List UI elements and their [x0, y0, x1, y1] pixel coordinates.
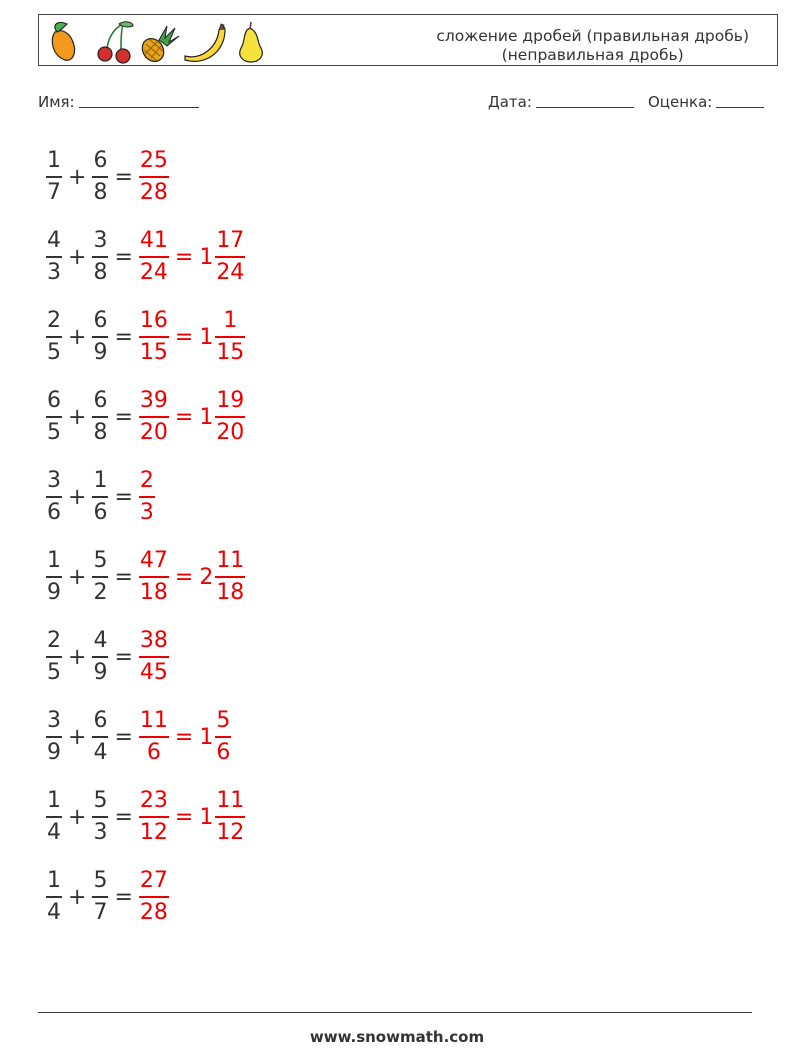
fraction-bar	[215, 416, 245, 418]
answer-numerator: 38	[139, 628, 168, 654]
plus-sign: +	[68, 484, 87, 510]
addend-b-numerator: 4	[93, 628, 108, 654]
answer-fraction	[139, 708, 169, 766]
fraction-bar	[46, 896, 62, 898]
equals-sign: =	[114, 724, 133, 750]
fraction-bar	[92, 256, 108, 258]
mango-icon	[52, 22, 74, 60]
title-line-2: (неправильная дробь)	[501, 46, 684, 64]
addend-a-numerator: 2	[47, 308, 61, 334]
answer-denominator: 24	[139, 259, 168, 285]
addend-a-denominator: 9	[47, 579, 61, 605]
mixed-denominator: 24	[216, 259, 245, 285]
name-label: Имя:	[38, 93, 75, 111]
addend-a-fraction	[46, 548, 62, 606]
fraction-bar	[215, 576, 245, 578]
mixed-denominator: 6	[216, 739, 231, 765]
problem-row	[46, 786, 245, 848]
fraction-bar	[92, 736, 108, 738]
addend-b-denominator: 9	[93, 659, 108, 685]
fraction-bar	[92, 496, 108, 498]
addend-a-fraction	[46, 228, 62, 286]
date-field	[488, 93, 634, 111]
answer-denominator: 45	[139, 659, 168, 685]
addend-a-fraction	[46, 148, 62, 206]
equals-sign: =	[114, 884, 133, 910]
worksheet-header	[38, 14, 778, 66]
equals-sign: =	[114, 244, 133, 270]
addend-a-fraction	[46, 468, 62, 526]
addend-a-denominator: 9	[47, 739, 61, 765]
answer-fraction	[139, 228, 169, 286]
addend-b-fraction	[92, 868, 108, 926]
addend-a-denominator: 6	[47, 499, 61, 525]
fraction-bar	[92, 576, 108, 578]
answer-numerator: 27	[139, 868, 168, 894]
mixed-denominator: 12	[216, 819, 245, 845]
answer-fraction	[139, 868, 169, 926]
mixed-denominator: 18	[216, 579, 245, 605]
addend-b-numerator: 6	[93, 148, 108, 174]
fraction-bar	[46, 256, 62, 258]
answer-equals-sign: =	[174, 404, 194, 430]
mixed-numerator: 17	[216, 228, 245, 254]
mixed-fraction	[215, 388, 245, 446]
addend-a-fraction	[46, 788, 62, 846]
answer-fraction	[139, 148, 169, 206]
answer-equals-sign: =	[174, 324, 194, 350]
addend-b-fraction	[92, 708, 108, 766]
addend-a-denominator: 7	[47, 179, 61, 205]
answer-fraction	[139, 788, 169, 846]
fraction-bar	[92, 816, 108, 818]
pear-icon	[240, 22, 263, 62]
mixed-whole-number: 1	[199, 724, 214, 750]
addend-b-denominator: 7	[93, 899, 108, 925]
pineapple-icon	[138, 26, 179, 64]
answer-denominator: 28	[139, 179, 168, 205]
addend-b-numerator: 6	[93, 708, 108, 734]
problem-row	[46, 866, 169, 928]
addend-a-denominator: 5	[47, 659, 61, 685]
mixed-fraction	[215, 228, 245, 286]
addend-a-numerator: 1	[47, 548, 61, 574]
worksheet-title	[436, 27, 749, 65]
addend-b-fraction	[92, 468, 108, 526]
fraction-bar	[46, 816, 62, 818]
mixed-whole-number: 1	[199, 404, 214, 430]
problem-row	[46, 146, 169, 208]
answer-equals-sign: =	[174, 804, 194, 830]
mixed-whole-number: 1	[199, 804, 214, 830]
addend-b-fraction	[92, 228, 108, 286]
equals-sign: =	[114, 804, 133, 830]
fraction-bar	[139, 336, 169, 338]
equals-sign: =	[114, 324, 133, 350]
addend-b-denominator: 2	[93, 579, 108, 605]
fraction-bar	[139, 736, 169, 738]
mixed-numerator: 19	[216, 388, 245, 414]
answer-fraction	[139, 388, 169, 446]
answer-equals-sign: =	[174, 564, 194, 590]
mixed-fraction	[215, 708, 231, 766]
addend-a-numerator: 2	[47, 628, 61, 654]
plus-sign: +	[68, 244, 87, 270]
addend-b-numerator: 1	[93, 468, 108, 494]
addend-b-fraction	[92, 308, 108, 366]
addend-a-denominator: 4	[47, 899, 61, 925]
addend-b-fraction	[92, 548, 108, 606]
mixed-numerator: 11	[216, 788, 245, 814]
addend-b-denominator: 9	[93, 339, 108, 365]
addend-a-numerator: 1	[47, 788, 61, 814]
answer-denominator: 18	[139, 579, 168, 605]
plus-sign: +	[68, 564, 87, 590]
answer-numerator: 23	[139, 788, 168, 814]
fraction-bar	[139, 176, 169, 178]
answer-numerator: 16	[139, 308, 168, 334]
mixed-whole-number: 2	[199, 564, 214, 590]
addend-b-numerator: 5	[93, 868, 108, 894]
answer-fraction	[139, 628, 169, 686]
fraction-bar	[92, 336, 108, 338]
answer-denominator: 15	[139, 339, 168, 365]
addend-a-denominator: 4	[47, 819, 61, 845]
fraction-bar	[139, 416, 169, 418]
answer-denominator: 20	[139, 419, 168, 445]
addend-b-numerator: 6	[93, 308, 108, 334]
problem-row	[46, 386, 245, 448]
addend-b-numerator: 3	[93, 228, 108, 254]
answer-numerator: 2	[139, 468, 154, 494]
plus-sign: +	[68, 164, 87, 190]
addend-b-denominator: 8	[93, 179, 108, 205]
addend-b-fraction	[92, 628, 108, 686]
answer-denominator: 3	[139, 499, 154, 525]
mixed-fraction	[215, 788, 245, 846]
fraction-bar	[215, 816, 245, 818]
addend-b-denominator: 8	[93, 259, 108, 285]
fraction-bar	[46, 576, 62, 578]
equals-sign: =	[114, 644, 133, 670]
title-line-1: сложение дробей (правильная дробь)	[436, 27, 749, 45]
grade-field	[648, 93, 764, 111]
problem-row	[46, 546, 245, 608]
addend-b-denominator: 6	[93, 499, 108, 525]
answer-fraction	[139, 308, 169, 366]
fruit-icons	[45, 18, 265, 64]
mixed-whole-number: 1	[199, 244, 214, 270]
addend-a-denominator: 5	[47, 419, 61, 445]
problem-row	[46, 466, 155, 528]
fraction-bar	[92, 176, 108, 178]
problem-row	[46, 706, 231, 768]
addend-a-numerator: 6	[47, 388, 61, 414]
fraction-bar	[139, 656, 169, 658]
plus-sign: +	[68, 724, 87, 750]
mixed-denominator: 15	[216, 339, 245, 365]
mixed-whole-number: 1	[199, 324, 214, 350]
plus-sign: +	[68, 404, 87, 430]
fraction-bar	[92, 896, 108, 898]
addend-b-numerator: 5	[93, 788, 108, 814]
fraction-bar	[46, 656, 62, 658]
plus-sign: +	[68, 324, 87, 350]
addend-a-fraction	[46, 628, 62, 686]
addend-a-fraction	[46, 868, 62, 926]
equals-sign: =	[114, 564, 133, 590]
mixed-fraction	[215, 308, 245, 366]
fraction-bar	[46, 416, 62, 418]
addend-a-denominator: 5	[47, 339, 61, 365]
mixed-numerator: 11	[216, 548, 245, 574]
problem-row	[46, 226, 245, 288]
answer-numerator: 11	[139, 708, 168, 734]
addend-a-denominator: 3	[47, 259, 61, 285]
addend-b-denominator: 8	[93, 419, 108, 445]
problem-row	[46, 306, 245, 368]
plus-sign: +	[68, 884, 87, 910]
mixed-fraction	[215, 548, 245, 606]
answer-numerator: 25	[139, 148, 168, 174]
name-field	[38, 93, 199, 111]
name-blank[interactable]	[79, 93, 199, 108]
addend-a-fraction	[46, 308, 62, 366]
addend-b-fraction	[92, 148, 108, 206]
date-blank[interactable]	[536, 93, 634, 108]
answer-numerator: 41	[139, 228, 168, 254]
addend-b-fraction	[92, 788, 108, 846]
fraction-bar	[139, 816, 169, 818]
answer-numerator: 47	[139, 548, 168, 574]
mixed-numerator: 1	[223, 308, 238, 334]
footer-divider	[38, 1012, 752, 1013]
addend-b-denominator: 4	[93, 739, 108, 765]
fraction-bar	[139, 496, 155, 498]
addend-a-numerator: 4	[47, 228, 61, 254]
fraction-bar	[215, 736, 231, 738]
fraction-bar	[92, 416, 108, 418]
fraction-bar	[139, 576, 169, 578]
addend-b-denominator: 3	[93, 819, 108, 845]
plus-sign: +	[68, 804, 87, 830]
fraction-bar	[46, 176, 62, 178]
fraction-bar	[46, 336, 62, 338]
addend-a-numerator: 3	[47, 708, 61, 734]
fraction-bar	[139, 256, 169, 258]
addend-a-numerator: 1	[47, 868, 61, 894]
addend-b-fraction	[92, 388, 108, 446]
fraction-bar	[46, 496, 62, 498]
mixed-denominator: 20	[216, 419, 245, 445]
mixed-numerator: 5	[216, 708, 231, 734]
grade-blank[interactable]	[716, 93, 764, 108]
equals-sign: =	[114, 484, 133, 510]
fraction-bar	[46, 736, 62, 738]
addend-a-fraction	[46, 388, 62, 446]
plus-sign: +	[68, 644, 87, 670]
addend-a-numerator: 3	[47, 468, 61, 494]
answer-equals-sign: =	[174, 724, 194, 750]
addend-a-fraction	[46, 708, 62, 766]
grade-label: Оценка:	[648, 93, 713, 111]
problem-row	[46, 626, 169, 688]
answer-denominator: 6	[146, 739, 161, 765]
date-label: Дата:	[488, 93, 532, 111]
answer-fraction	[139, 548, 169, 606]
answer-fraction	[139, 468, 155, 526]
answer-denominator: 12	[139, 819, 168, 845]
cherries-icon	[98, 22, 133, 63]
fraction-bar	[92, 656, 108, 658]
addend-b-numerator: 5	[93, 548, 108, 574]
footer-website: www.snowmath.com	[309, 1028, 485, 1046]
addend-a-numerator: 1	[47, 148, 61, 174]
answer-equals-sign: =	[174, 244, 194, 270]
equals-sign: =	[114, 164, 133, 190]
banana-icon	[185, 24, 225, 61]
answer-numerator: 39	[139, 388, 168, 414]
addend-b-numerator: 6	[93, 388, 108, 414]
equals-sign: =	[114, 404, 133, 430]
fraction-bar	[215, 256, 245, 258]
answer-denominator: 28	[139, 899, 168, 925]
fraction-bar	[139, 896, 169, 898]
fraction-bar	[215, 336, 245, 338]
